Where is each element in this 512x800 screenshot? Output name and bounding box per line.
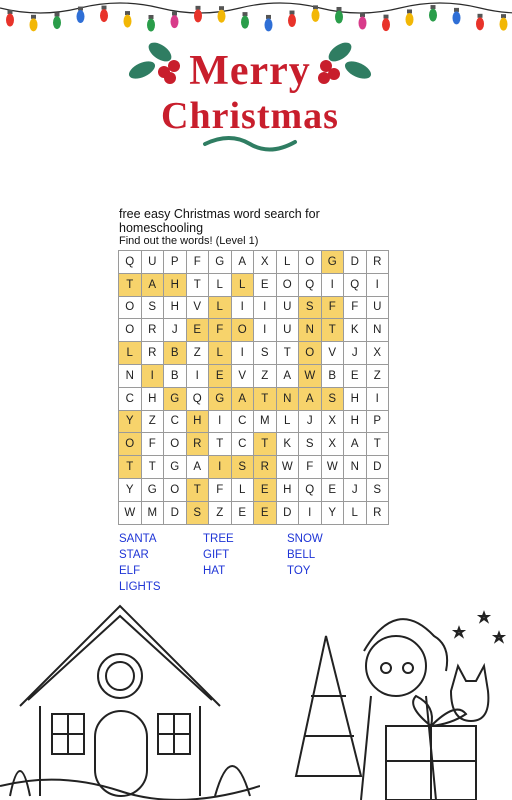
word-list-item: SANTA — [119, 533, 157, 545]
grid-cell[interactable]: Y — [322, 502, 345, 525]
grid-cell[interactable]: L — [232, 274, 255, 297]
grid-cell[interactable]: C — [232, 433, 255, 456]
grid-cell[interactable]: V — [187, 297, 210, 320]
grid-cell[interactable]: T — [277, 342, 300, 365]
grid-cell[interactable]: P — [164, 251, 187, 274]
grid-cell[interactable]: L — [232, 479, 255, 502]
grid-cell[interactable]: Y — [119, 411, 142, 434]
bulb-cap — [313, 5, 318, 9]
light-bulb-icon — [500, 18, 508, 31]
grid-cell[interactable]: I — [367, 274, 390, 297]
grid-cell[interactable]: O — [299, 251, 322, 274]
grid-cell[interactable]: T — [142, 456, 165, 479]
grid-cell[interactable]: U — [142, 251, 165, 274]
grid-cell[interactable]: L — [209, 342, 232, 365]
grid-cell[interactable]: U — [367, 297, 390, 320]
holly-left-icon — [126, 39, 180, 84]
grid-cell[interactable]: C — [164, 411, 187, 434]
grid-cell[interactable]: W — [322, 456, 345, 479]
grid-cell[interactable]: W — [299, 365, 322, 388]
grid-cell[interactable]: C — [119, 388, 142, 411]
bulb-cap — [102, 6, 107, 10]
grid-cell[interactable]: S — [322, 388, 345, 411]
grid-cell[interactable]: I — [187, 365, 210, 388]
light-bulb-icon — [382, 18, 390, 31]
grid-cell[interactable]: A — [232, 388, 255, 411]
bulb-cap — [8, 10, 13, 14]
gingerbread-house-illustration — [0, 596, 260, 800]
grid-cell[interactable]: A — [277, 365, 300, 388]
grid-cell[interactable]: Z — [187, 342, 210, 365]
grid-cell[interactable]: Q — [119, 251, 142, 274]
grid-cell[interactable]: G — [164, 456, 187, 479]
grid-cell[interactable]: J — [344, 479, 367, 502]
grid-cell[interactable]: O — [164, 433, 187, 456]
grid-cell[interactable]: M — [254, 411, 277, 434]
grid-cell[interactable]: Q — [187, 388, 210, 411]
grid-cell[interactable]: U — [277, 319, 300, 342]
worksheet-title: free easy Christmas word search for homeschooling — [119, 207, 320, 235]
grid-cell[interactable]: O — [119, 433, 142, 456]
grid-cell[interactable]: I — [209, 456, 232, 479]
bulb-cap — [196, 6, 201, 10]
grid-cell[interactable]: F — [344, 297, 367, 320]
grid-cell[interactable]: D — [344, 251, 367, 274]
grid-cell[interactable]: N — [277, 388, 300, 411]
grid-cell[interactable]: F — [209, 479, 232, 502]
word-list-item: TOY — [287, 565, 311, 577]
grid-cell[interactable]: H — [142, 388, 165, 411]
grid-cell[interactable]: G — [209, 251, 232, 274]
word-list-item: ELF — [119, 565, 141, 577]
bulb-cap — [219, 6, 224, 10]
grid-cell[interactable]: N — [344, 456, 367, 479]
word-list-item: TREE — [203, 533, 234, 545]
word-list-item: SNOW — [287, 533, 323, 545]
grid-cell[interactable]: L — [277, 251, 300, 274]
grid-cell[interactable]: S — [299, 297, 322, 320]
grid-cell[interactable]: L — [209, 297, 232, 320]
word-search-grid — [118, 250, 389, 525]
grid-cell[interactable]: T — [119, 274, 142, 297]
grid-cell[interactable]: O — [119, 319, 142, 342]
bulb-cap — [478, 14, 483, 18]
grid-cell[interactable]: X — [367, 342, 390, 365]
bulb-cap — [431, 5, 436, 9]
word-list-item: STAR — [119, 549, 149, 561]
grid-cell[interactable]: S — [254, 342, 277, 365]
grid-cell[interactable]: T — [254, 433, 277, 456]
grid-cell[interactable]: H — [187, 411, 210, 434]
swirl-flourish — [205, 138, 295, 150]
grid-cell[interactable]: Q — [299, 479, 322, 502]
bulb-cap — [172, 12, 177, 16]
grid-cell[interactable]: J — [164, 319, 187, 342]
grid-cell[interactable]: A — [344, 433, 367, 456]
grid-cell[interactable]: Z — [142, 411, 165, 434]
grid-cell[interactable]: D — [367, 456, 390, 479]
grid-cell[interactable]: X — [254, 251, 277, 274]
grid-cell[interactable]: E — [322, 479, 345, 502]
grid-cell[interactable]: Q — [299, 274, 322, 297]
light-bulb-icon — [77, 10, 85, 23]
word-list-item: HAT — [203, 565, 226, 577]
grid-cell[interactable]: G — [164, 388, 187, 411]
bulb-cap — [337, 7, 342, 11]
grid-cell[interactable]: K — [344, 319, 367, 342]
bulb-cap — [149, 15, 154, 19]
grid-cell[interactable]: E — [344, 365, 367, 388]
grid-cell[interactable]: Y — [119, 479, 142, 502]
grid-cell[interactable]: B — [322, 365, 345, 388]
grid-cell[interactable]: R — [142, 319, 165, 342]
grid-cell[interactable]: R — [254, 456, 277, 479]
grid-cell[interactable]: A — [232, 251, 255, 274]
grid-cell[interactable]: F — [187, 251, 210, 274]
bulb-cap — [55, 13, 60, 17]
grid-cell[interactable]: N — [367, 319, 390, 342]
grid-cell[interactable]: J — [344, 342, 367, 365]
grid-cell[interactable]: L — [209, 274, 232, 297]
grid-cell[interactable]: T — [367, 433, 390, 456]
grid-cell[interactable]: S — [367, 479, 390, 502]
grid-cell[interactable]: K — [277, 433, 300, 456]
grid-cell[interactable]: F — [299, 456, 322, 479]
banner-line-2: Christmas — [161, 95, 339, 137]
grid-cell[interactable]: G — [322, 251, 345, 274]
grid-cell[interactable]: H — [164, 297, 187, 320]
grid-cell[interactable]: O — [164, 479, 187, 502]
grid-cell[interactable]: B — [164, 342, 187, 365]
grid-cell[interactable]: V — [232, 365, 255, 388]
bulb-cap — [360, 13, 365, 17]
grid-cell[interactable]: O — [299, 342, 322, 365]
grid-cell[interactable]: P — [367, 411, 390, 434]
light-bulb-icon — [429, 9, 437, 22]
light-bulb-icon — [453, 11, 461, 24]
grid-cell[interactable]: F — [142, 433, 165, 456]
girl-tree-cat-gift-illustration — [286, 596, 512, 800]
holly-right-icon — [318, 39, 374, 84]
grid-cell[interactable]: T — [187, 479, 210, 502]
bulb-cap — [290, 11, 295, 15]
grid-cell[interactable]: W — [119, 502, 142, 525]
light-bulb-icon — [194, 9, 202, 22]
grid-cell[interactable]: N — [119, 365, 142, 388]
grid-cell[interactable]: H — [164, 274, 187, 297]
grid-cell[interactable]: W — [277, 456, 300, 479]
grid-cell[interactable]: E — [209, 365, 232, 388]
grid-cell[interactable]: I — [254, 297, 277, 320]
grid-cell[interactable]: I — [322, 274, 345, 297]
word-list-item: GIFT — [203, 549, 230, 561]
light-bulb-icon — [312, 9, 320, 22]
grid-cell[interactable]: F — [322, 297, 345, 320]
grid-cell[interactable]: A — [142, 274, 165, 297]
grid-cell[interactable]: H — [277, 479, 300, 502]
grid-cell[interactable]: C — [232, 411, 255, 434]
grid-cell[interactable]: E — [187, 319, 210, 342]
grid-cell[interactable]: H — [344, 388, 367, 411]
grid-cell[interactable]: E — [254, 274, 277, 297]
grid-cell[interactable]: E — [254, 502, 277, 525]
grid-cell[interactable]: S — [187, 502, 210, 525]
grid-cell[interactable]: F — [209, 319, 232, 342]
bulb-cap — [454, 8, 459, 12]
grid-cell[interactable]: Z — [209, 502, 232, 525]
grid-cell[interactable]: O — [119, 297, 142, 320]
grid-cell[interactable]: T — [322, 319, 345, 342]
grid-cell[interactable]: X — [322, 411, 345, 434]
light-bulb-icon — [53, 16, 61, 29]
bulb-cap — [78, 7, 83, 11]
bulb-cap — [125, 11, 130, 15]
grid-cell[interactable]: O — [232, 319, 255, 342]
grid-cell[interactable]: T — [209, 433, 232, 456]
grid-cell[interactable]: L — [277, 411, 300, 434]
grid-cell[interactable]: L — [119, 342, 142, 365]
grid-cell[interactable]: Z — [254, 365, 277, 388]
grid-cell[interactable]: E — [254, 479, 277, 502]
grid-cell[interactable]: R — [142, 342, 165, 365]
grid-cell[interactable]: Z — [367, 365, 390, 388]
banner-line-1: Merry — [189, 48, 311, 94]
grid-cell[interactable]: H — [344, 411, 367, 434]
light-bulb-icon — [406, 13, 414, 26]
grid-cell[interactable]: I — [254, 319, 277, 342]
grid-cell[interactable]: N — [299, 319, 322, 342]
grid-cell[interactable]: D — [164, 502, 187, 525]
merry-christmas-banner — [120, 22, 380, 162]
word-list — [119, 533, 379, 597]
light-bulb-icon — [218, 10, 226, 23]
grid-cell[interactable]: I — [299, 502, 322, 525]
grid-cell[interactable]: I — [232, 297, 255, 320]
bulb-cap — [501, 14, 506, 18]
grid-cell[interactable]: I — [367, 388, 390, 411]
light-bulb-icon — [30, 18, 38, 31]
grid-cell[interactable]: R — [187, 433, 210, 456]
grid-cell[interactable]: A — [187, 456, 210, 479]
bulb-cap — [407, 9, 412, 13]
grid-cell[interactable]: I — [142, 365, 165, 388]
word-list-item: BELL — [287, 549, 316, 561]
grid-cell[interactable]: R — [367, 251, 390, 274]
grid-cell[interactable]: T — [254, 388, 277, 411]
grid-cell[interactable]: D — [277, 502, 300, 525]
grid-cell[interactable]: I — [209, 411, 232, 434]
grid-cell[interactable]: X — [322, 433, 345, 456]
grid-cell[interactable]: S — [142, 297, 165, 320]
grid-cell[interactable]: S — [232, 456, 255, 479]
grid-cell[interactable]: Q — [344, 274, 367, 297]
grid-cell[interactable]: A — [299, 388, 322, 411]
grid-cell[interactable]: G — [142, 479, 165, 502]
grid-cell[interactable]: G — [209, 388, 232, 411]
grid-cell[interactable]: V — [322, 342, 345, 365]
grid-cell[interactable]: O — [277, 274, 300, 297]
grid-cell[interactable]: T — [119, 456, 142, 479]
word-list-item: LIGHTS — [119, 581, 161, 593]
grid-cell[interactable]: L — [344, 502, 367, 525]
bulb-cap — [243, 12, 248, 16]
grid-cell[interactable]: M — [142, 502, 165, 525]
grid-cell[interactable]: R — [367, 502, 390, 525]
grid-cell[interactable]: I — [232, 342, 255, 365]
grid-cell[interactable]: B — [164, 365, 187, 388]
light-bulb-icon — [6, 14, 14, 27]
bulb-cap — [266, 15, 271, 19]
grid-cell[interactable]: J — [299, 411, 322, 434]
bulb-cap — [31, 15, 36, 19]
grid-cell[interactable]: S — [299, 433, 322, 456]
light-bulb-icon — [476, 17, 484, 30]
worksheet-subtitle: Find out the words! (Level 1) — [119, 235, 259, 247]
light-bulb-icon — [100, 9, 108, 22]
bulb-cap — [384, 15, 389, 19]
grid-cell[interactable]: U — [277, 297, 300, 320]
grid-cell[interactable]: T — [187, 274, 210, 297]
grid-cell[interactable]: E — [232, 502, 255, 525]
